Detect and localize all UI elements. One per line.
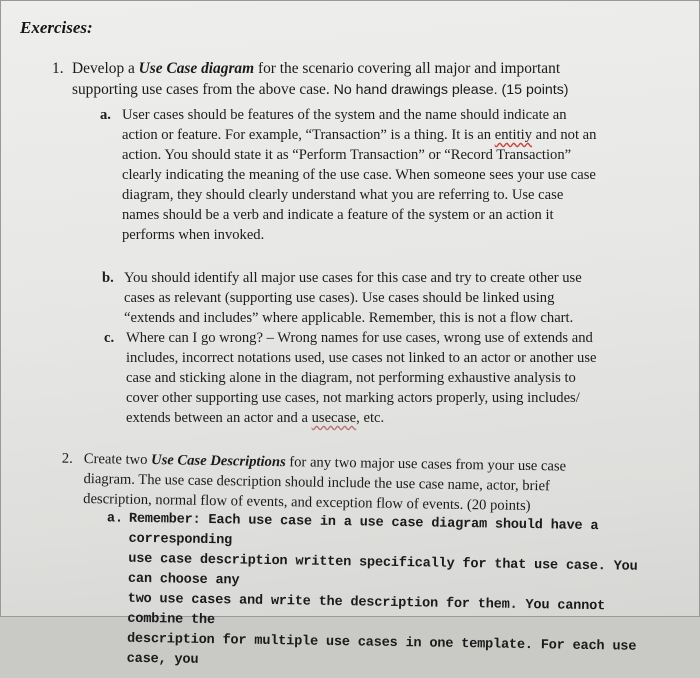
use-case-diagram-emphasis: Use Case diagram bbox=[138, 60, 255, 77]
sub-c-line: includes, incorrect notations used, use cases not linked to an actor or another use bbox=[126, 350, 597, 366]
exercise-2-line: diagram. The use case description should include the use case name, actor, brief bbox=[83, 470, 550, 495]
exercise-1-line-2: supporting use cases from the above case. No hand drawings please. (15 points) bbox=[72, 81, 569, 99]
sub-a-line: clearly indicating the meaning of the use case. When someone sees your use case bbox=[122, 167, 596, 183]
sub-a-line: diagram, they should clearly understand what you are referring to. Use case bbox=[122, 187, 564, 203]
sub-c-line: Where can I go wrong? – Wrong names for use cases, wrong use of extends and bbox=[126, 330, 593, 346]
exercise-2-line-1: Create two Use Case Descriptions for any two major use cases from your use case bbox=[83, 450, 567, 475]
exercise-2-line: description, normal flow of events, and exception flow of events. (20 points) bbox=[83, 490, 531, 515]
sub-a-line: names should be a verb and indicate a feature of the system or an action it bbox=[122, 207, 554, 223]
exercise-2-sub-a bbox=[106, 510, 669, 678]
sub-a-label: a. bbox=[106, 511, 123, 527]
exercise-1-number: 1. bbox=[52, 60, 64, 77]
exercise-2-sub-a-line: Remember: Each use case in a use case diagram should have a corresponding bbox=[128, 511, 599, 549]
sub-c-line: case and sticking alone in the diagram, not performing exhaustive analysis to bbox=[126, 370, 576, 386]
use-case-descriptions-emphasis: Use Case Descriptions bbox=[150, 452, 286, 471]
exercise-1-line-1: Develop a Use Case diagram for the scenario covering all major and important bbox=[72, 60, 561, 77]
sub-b-line: You should identify all major use cases for this case and try to create other use bbox=[124, 270, 582, 286]
sub-c-label: c. bbox=[104, 330, 115, 346]
sub-c-line: extends between an actor and a usecase, etc. bbox=[126, 410, 385, 426]
exercise-1 bbox=[52, 58, 692, 102]
exercise-2-sub-a-line: description for multiple use cases in one template. For each use case, you bbox=[126, 631, 637, 668]
sub-a-line: action. You should state it as “Perform Transaction” or “Record Transaction” bbox=[122, 147, 572, 163]
sub-b-label: b. bbox=[102, 270, 114, 286]
sub-a-line: User cases should be features of the system and the name should indicate an bbox=[122, 107, 567, 123]
exercise-2-number: 2. bbox=[61, 450, 73, 467]
sub-a-line: performs when invoked. bbox=[122, 227, 265, 243]
sub-c-line: cover other supporting use cases, not marking actors properly, using includes/ bbox=[126, 390, 580, 406]
exercises-heading: Exercises: bbox=[20, 18, 93, 37]
misspelled-word: usecase bbox=[311, 410, 357, 426]
exercise-2-sub-a-line: two use cases and write the description for them. You cannot combine the bbox=[127, 591, 606, 629]
exercise-1-sub-a bbox=[100, 105, 682, 245]
exercise-1-sub-b bbox=[102, 268, 684, 328]
sub-a-label: a. bbox=[100, 107, 111, 123]
sub-a-line: action or feature. For example, “Transaction” is a thing. It is an entitiy and not an bbox=[122, 127, 597, 143]
sub-b-line: cases as relevant (supporting use cases). Use cases should be linked using bbox=[124, 290, 555, 306]
exercise-2 bbox=[61, 449, 664, 678]
exercise-1-sub-c bbox=[104, 328, 686, 428]
misspelled-word: entitiy bbox=[494, 127, 533, 143]
exercise-2-sub-a-line: use case description written specifically for that use case. You can choose any bbox=[127, 551, 638, 589]
sub-b-line: “extends and includes” where applicable. Remember, this is not a flow chart. bbox=[124, 310, 574, 326]
